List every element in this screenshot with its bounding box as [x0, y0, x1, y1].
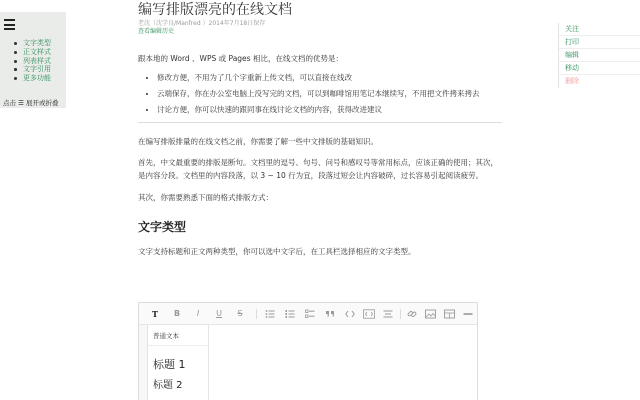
table-icon[interactable]: [444, 309, 455, 319]
follow-button[interactable]: 关注: [559, 23, 640, 36]
italic-button[interactable]: I: [196, 309, 200, 318]
numbered-list-icon[interactable]: [285, 309, 295, 319]
paragraph: 文字支持标题和正文两种类型，你可以选中文字后，在工具栏选择相应的文字类型。: [138, 247, 416, 256]
editor-screenshot: [138, 302, 478, 400]
document: [138, 0, 502, 258]
outline-list: [12, 39, 51, 83]
dropdown-option-heading-2[interactable]: 标题 2: [153, 380, 183, 391]
toolbar-divider: [400, 309, 401, 319]
outline-item-text-type[interactable]: 文字类型: [12, 39, 51, 48]
underline-button[interactable]: U: [216, 309, 222, 318]
list-item: • 讨论方便，你可以快速的跟同事在线讨论文档的内容，获得改进建议: [157, 104, 502, 116]
image-icon[interactable]: [425, 309, 436, 319]
outline-item-more[interactable]: 更多功能: [12, 74, 51, 83]
link-icon[interactable]: [407, 309, 417, 319]
intro-paragraph: 跟本地的 Word 、WPS 或 Pages 相比，在线文档的优势是：: [138, 54, 343, 63]
text-type-button[interactable]: T: [152, 309, 158, 319]
code-icon[interactable]: [345, 309, 355, 319]
toolbar-divider: [256, 309, 257, 319]
dropdown-option-normal-text[interactable]: 普通文本: [148, 325, 208, 346]
doc-meta: 老沈（沈学良/Manfred ）2014年7月18日保存: [138, 20, 266, 27]
outline-item-quote[interactable]: 文字引用: [12, 65, 51, 74]
list-item: • 修改方便，不用为了几个字重新上传文档，可以直接在线改: [157, 72, 502, 84]
editor-content-area[interactable]: [209, 325, 477, 400]
divider: [138, 122, 502, 123]
strikethrough-button[interactable]: S: [237, 309, 243, 318]
dropdown-option-heading-1[interactable]: 标题 1: [153, 358, 186, 371]
menu-icon[interactable]: [4, 19, 16, 33]
delete-button[interactable]: 删除: [565, 77, 579, 85]
outline-item-body-style[interactable]: 正文样式: [12, 48, 51, 57]
bold-button[interactable]: B: [173, 309, 181, 318]
paragraph: 其次，你需要熟悉下面的格式排版方式：: [138, 193, 273, 202]
outline-nav: [0, 12, 66, 108]
text-type-dropdown: [147, 325, 209, 400]
nav-toggle-hint: 点击 ☰ 展开或折叠: [3, 99, 59, 107]
advantages-list: [138, 72, 502, 116]
list-item: • 云端保存，你在办公室电脑上没写完的文档，可以到咖啡馆用笔记本继续写，不用把文件拷来拷去: [157, 88, 502, 100]
edit-history-link[interactable]: 查看编辑历史: [138, 28, 175, 35]
horizontal-rule-icon[interactable]: [463, 309, 473, 319]
align-icon[interactable]: [383, 309, 393, 319]
editor-toolbar: [139, 303, 477, 325]
quote-icon[interactable]: [325, 309, 335, 319]
paragraph: 在编写排版排量的在线文档之前，你需要了解一些中文排版的基础知识。: [138, 137, 378, 146]
outline-item-list-style[interactable]: 列表样式: [12, 57, 51, 66]
paragraph: 首先，中文最重要的排版是断句。文档里的逗号、句号、问号和感叹号等常用标点，应该正确的使用；其次，是内容分段。文档里的内容段落，以 3 ~ 10 行为宜，段落过短会让内容破碎，过长容易引起阅读疲劳。: [138, 158, 498, 180]
doc-actions: [558, 23, 640, 88]
print-button[interactable]: 打印: [559, 36, 640, 49]
page-title: 编写排版漂亮的在线文档: [138, 2, 292, 18]
bullet-list-icon[interactable]: [265, 309, 275, 319]
section-heading: 文字类型: [138, 220, 187, 234]
checklist-icon[interactable]: [305, 309, 315, 319]
move-button[interactable]: 移动: [559, 62, 640, 75]
code-block-icon[interactable]: [363, 309, 375, 319]
edit-button[interactable]: 编辑: [559, 49, 640, 62]
